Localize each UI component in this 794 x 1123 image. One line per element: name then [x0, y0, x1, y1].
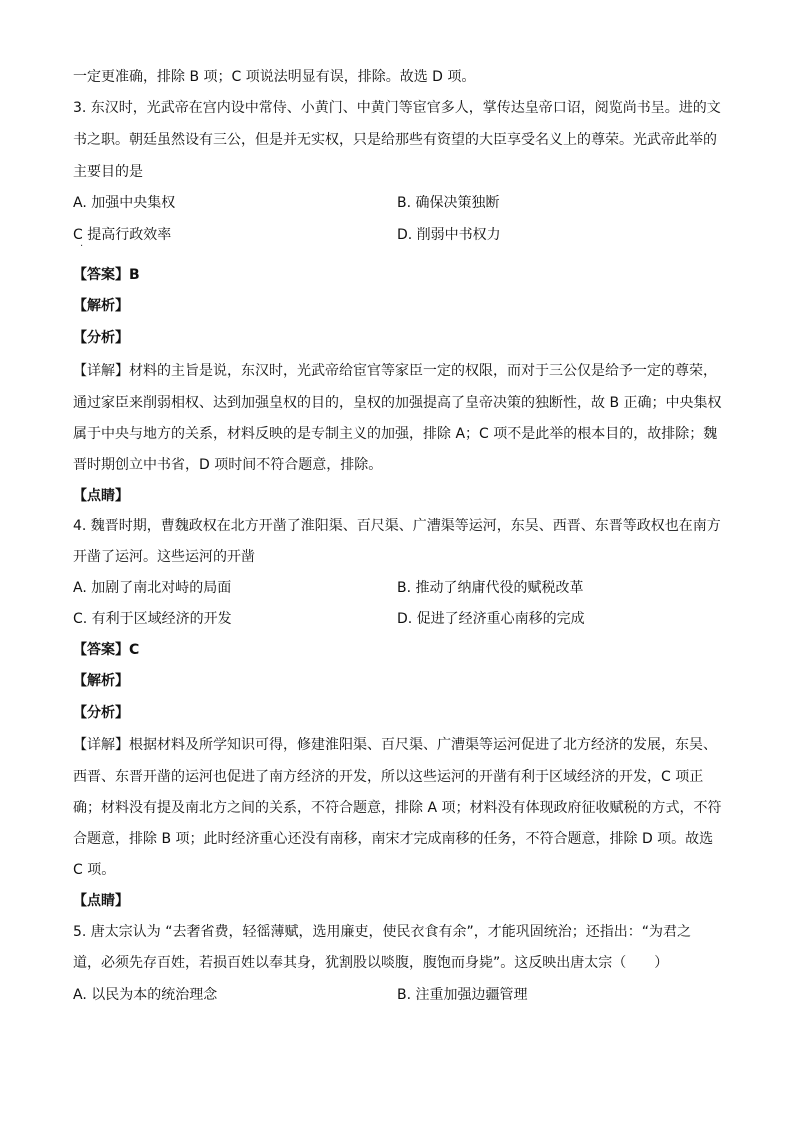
question-4-option-a: A. 加剧了南北对峙的局面: [73, 580, 232, 596]
question-4-option-c: C. 有利于区域经济的开发: [73, 611, 232, 627]
comment-label: 【点睛】: [73, 488, 129, 504]
explanation-line: 确；材料没有提及南北方之间的关系，不符合题意，排除 A 项；材料没有体现政府征收赋税的方式，不符: [73, 800, 722, 816]
question-3-option-d: D. 削弱中书权力: [397, 227, 501, 243]
question-4-stem: 4. 魏晋时期，曹魏政权在北方开凿了淮阳渠、百尺渠、广漕渠等运河，东吴、西晋、东晋等政权也在南方: [73, 518, 721, 534]
explanation-line: 属于中央与地方的关系，材料反映的是专制主义的加强，排除 A；C 项不是此举的根本目的，故排除；魏: [73, 426, 718, 442]
question-5-stem: 5. 唐太宗认为 “去奢省费，轻徭薄赋，选用廉吏，使民衣食有余”，才能巩固统治；还指出：“为君之: [73, 924, 692, 940]
analysis-label: 【解析】: [73, 673, 129, 689]
explanation-line: 【详解】根据材料及所学知识可得，修建淮阳渠、百尺渠、广漕渠等运河促进了北方经济的发展，东吴、: [73, 737, 717, 753]
answer-label: 【答案】B: [73, 267, 140, 283]
question-3-stem-cont: 书之职。朝廷虽然设有三公，但是并无实权，只是给那些有资望的大臣享受名义上的尊荣。光武帝此举的: [73, 132, 717, 148]
question-3-option-a: A. 加强中央集权: [73, 195, 176, 211]
question-4-option-b: B. 推动了纳庸代役的赋税改革: [397, 580, 584, 596]
question-3-stem-cont: 主要目的是: [73, 164, 143, 180]
question-4-stem-cont: 开凿了运河。这些运河的开凿: [73, 549, 255, 565]
question-5-option-a: A. 以民为本的统治理念: [73, 987, 218, 1003]
question-5-stem-cont: 道，必须先存百姓，若损百姓以奉其身，犹割股以啖腹，腹饱而身毙”。这反映出唐太宗（ ）: [73, 955, 669, 971]
question-3-option-b: B. 确保决策独断: [397, 195, 500, 211]
question-3-stem: 3. 东汉时，光武帝在宫内设中常侍、小黄门、中黄门等宦官多人，掌传达皇帝口诏，阅览尚书呈。进的文: [73, 100, 721, 116]
analysis-section-label: 【分析】: [73, 330, 129, 346]
text-line: 一定更准确，排除 B 项；C 项说法明显有误，排除。故选 D 项。: [73, 69, 476, 85]
explanation-line: C 项。: [73, 862, 116, 878]
answer-label: 【答案】C: [73, 642, 140, 658]
question-5-option-b: B. 注重加强边疆管理: [397, 987, 528, 1003]
analysis-section-label: 【分析】: [73, 705, 129, 721]
analysis-label: 【解析】: [73, 298, 129, 314]
explanation-line: 通过家臣来削弱相权、达到加强皇权的目的，皇权的加强提高了皇帝决策的独断性，故 B 正确；中央集权: [73, 395, 722, 411]
explanation-line: 合题意，排除 B 项；此时经济重心还没有南移，南宋才完成南移的任务，不符合题意，排除 D 项。故选: [73, 831, 714, 847]
explanation-line: 西晋、东晋开凿的运河也促进了南方经济的开发，所以这些运河的开凿有利于区域经济的开发，C 项正: [73, 769, 704, 785]
question-4-option-d: D. 促进了经济重心南移的完成: [397, 611, 585, 627]
question-3-option-c: C 提高行政效率: [73, 227, 172, 243]
explanation-line: 晋时期创立中书省，D 项时间不符合题意，排除。: [73, 457, 383, 473]
stray-dot: ·: [80, 241, 84, 252]
explanation-line: 【详解】材料的主旨是说，东汉时，光武帝给宦官等家臣一定的权限，而对于三公仅是给予一定的尊荣，: [73, 363, 717, 379]
comment-label: 【点睛】: [73, 893, 129, 909]
